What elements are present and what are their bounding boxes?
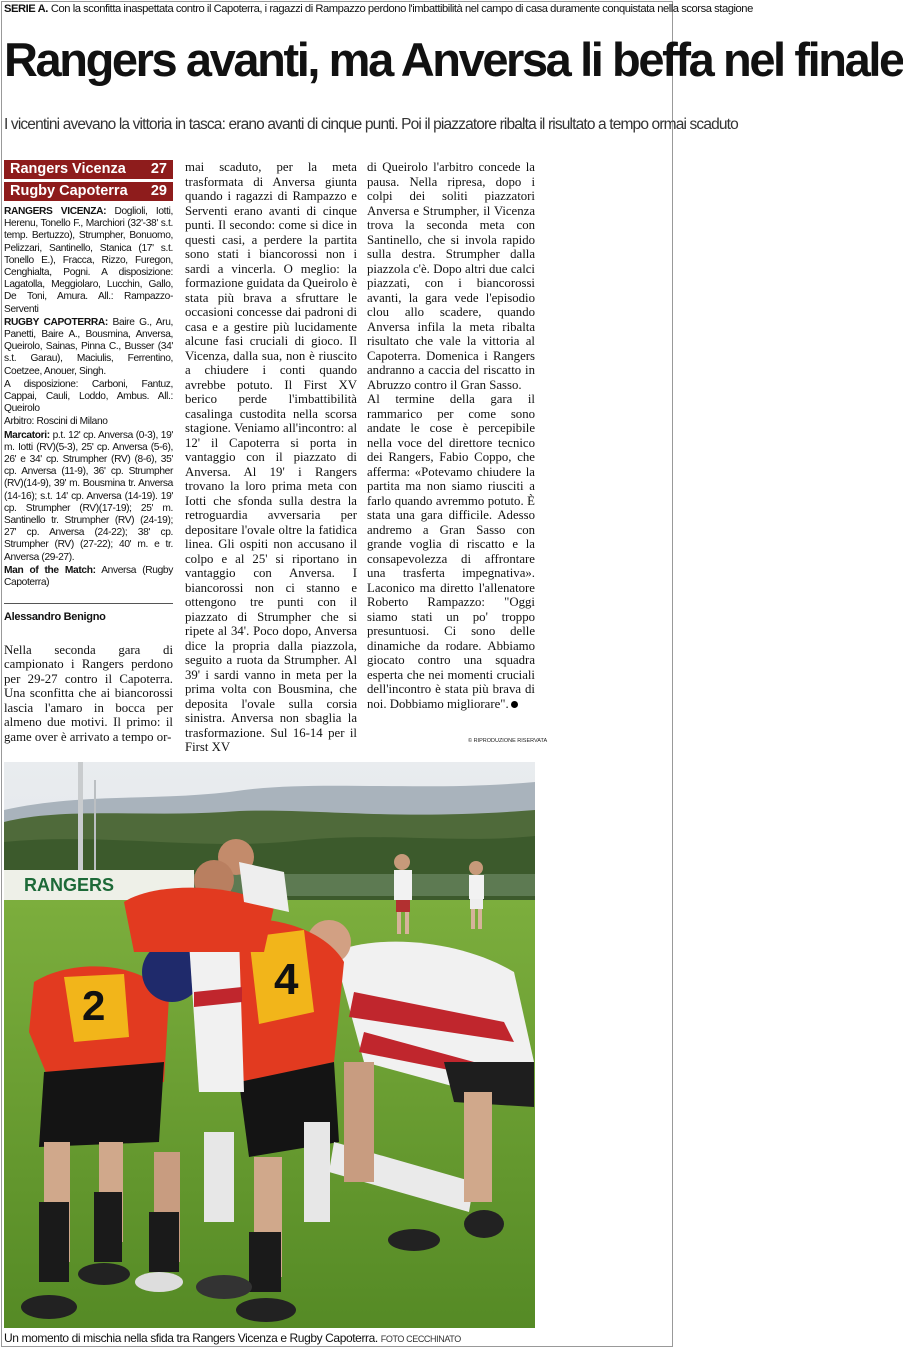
rangers-label: RANGERS VICENZA: — [4, 206, 107, 217]
away-team-name: Rugby Capoterra — [10, 183, 128, 200]
match-report — [4, 206, 173, 589]
man-of-the-match — [4, 565, 173, 589]
section-label: SERIE A. — [4, 3, 48, 15]
motm-text: Anversa (Rugby Capoterra) — [4, 564, 173, 589]
capoterra-label: RUGBY CAPOTERRA: — [4, 316, 108, 328]
subheadline: I vicentini avevano la vittoria in tasca: erano avanti di cinque punti. Poi il piazzatore ribalta il risultato a tempo ormai scaduto — [4, 116, 738, 133]
body-col3b — [367, 392, 535, 711]
bench: A disposizione: Carboni, Fantuz, Cappai, Cauli, Loddo, Ambus. All.: Queirolo — [4, 378, 173, 415]
end-mark-icon — [511, 701, 518, 708]
home-team-name: Rangers Vicenza — [10, 161, 126, 178]
scrum-photo-illustration — [4, 762, 535, 1328]
referee: Arbitro: Roscini di Milano — [4, 416, 108, 428]
caption-text: Un momento di mischia nella sfida tra Rangers Vicenza e Rugby Capoterra. — [4, 1331, 378, 1345]
motm-label: Man of the Match: — [4, 564, 96, 576]
scorers-text: p.t. 12' cp. Anversa (0-3), 19' m. Iotti (RV)(5-3), 25' cp. Anversa (5-6), 26' e 34' cp. Strumpher (RV) (8-6), 35' cp. Anversa (11-9), 36' cp. Strumpher (RV)(14-9), 39' m. Bousmina tr. Anversa (14-16); s.t. 14' cp. Anversa (14-19). 19' cp. Strumpher (RV)(17-19); 25' m. Santinello tr. Strumpher (RV) (24-19); 27' cp. Anversa (24-22); 38' cp. Strumpher (RV) (27-22); 40' m. e tr. Anversa (29-27). — [4, 429, 173, 563]
body-col3a: di Queirolo l'arbitro concede la pausa. Nella ripresa, dopo i colpi dei soliti piazzatori Anversa e Strumpher, il Vicenza trova la seconda meta con Santinello, che si invola rapido sulla destra. Strumpher dalla piazzola c'è. Dopo altri due calci piazzati, con i biancorossi avanti, la gara vede l'episodio clou allo scadere, quando Anversa infila la meta ribalta risultato che vale la vittoria al Capoterra. Domenica i Rangers andranno a caccia del riscatto in Abruzzo contro il Gran Sasso. — [367, 160, 535, 392]
headline: Rangers avanti, ma Anversa li beffa nel finale — [4, 33, 903, 86]
score-away — [4, 182, 173, 201]
scrum-photo — [4, 762, 535, 1328]
home-team-points: 27 — [150, 161, 167, 178]
kicker — [4, 3, 753, 15]
rangers-text: Doglioli, Iotti, Herenu, Tonello F., Marchiori (32'-38' s.t. temp. Bertuzzo), Strumpher, Bonuomo, Pelizzari, Santinello, Stanica (17' s.t. Tonello E.), Fracca, Rizzo, Furegon, Cenghialta, Pogni. A disposizione: Lagatolla, Meggiolaro, Lucchin, Gallo, De Toni, Amura. All.: Rampazzo-Serventi — [4, 206, 174, 315]
banner-text: RANGERS — [24, 875, 115, 895]
column-2 — [185, 160, 357, 755]
body-col2: mai scaduto, per la meta trasformata di Anversa giunta quando i ragazzi di Rampazzo e Serventi erano avanti di cinque punti. Il secondo: come si dice in questi casi, a perdere la partita sono stati i biancorossi non i sardi a vincerla. O meglio: la formazione guidata da Queirolo è stata più brava a sfruttare le occasioni concesse dai padroni di casa e a gestire più lucidamente alcune fasi cruciali di gioco. Il Vicenza, dalla sua, non è riuscito a chiudere i conti quando avrebbe potuto. Il First XV berico perde l'imbattibilità casalinga custodita nella scorsa stagione. Veniamo all'incontro: al 12' il Capoterra si porta in vantaggio con il piazzato di Anversa. Al 19' i Rangers trovano la loro prima meta con Iotti che sfonda sulla destra la retroguardia avversaria per depositare l'ovale oltre la fatidica linea. Gli ospiti non accusano il colpo e al 25' si riportano in vantaggio con Anversa. I biancorossi non ci stanno e ottengono tre punti con il piazzato di Strumpher che si ripete al 34'. Poco dopo, Anversa dice la propria dalla piazzola, seguito a ruota da Strumpher. Al 39' i sardi vanno in meta per la prima volta con Bousmina, che deposita l'ovale sulla corsia sinistra. Anversa non sbaglia la trasformazione. Sul 16-14 per il First XV — [185, 160, 357, 754]
body-col1: Nella seconda gara di campionato i Rangers perdono per 29-27 contro il Capoterra. Una sconfitta che ai biancorossi lascia l'amaro in bocca per almeno due motivi. Il primo: il game over è arrivato a tempo or- — [4, 642, 173, 744]
column-1 — [4, 160, 173, 744]
photo-credit: FOTO CECCHINATO — [380, 1334, 461, 1344]
copyright: © RIPRODUZIONE RISERVATA — [468, 738, 548, 744]
column-3 — [367, 160, 535, 711]
capoterra-lineup — [4, 317, 173, 378]
divider — [4, 603, 173, 604]
author: Alessandro Benigno — [4, 611, 106, 624]
body-col3b-text: Al termine della gara il rammarico per come sono andate le cose è percepibile nella voce del direttore tecnico dei Rangers, Fabio Coppo, che afferma: «Potevamo chiudere la partita ma non siamo riusciti a farlo quando avremmo potuto. È stata una gara difficile. Adesso andremo a Gran Sasso con grande voglia di riscatto e la consapevolezza di affrontare una trasferta impegnativa». Laconico ma diretto l'allenatore Roberto Rampazzo: "Oggi siamo stati un po' troppo presuntuosi. Ci sono delle dinamiche da rodare. Abbiamo giocato contro una squadra esperta che nei momenti cruciali dell'incontro è stata più brava di noi. Dobbiamo migliorare". — [367, 392, 535, 711]
kicker-text: Con la sconfitta inaspettata contro il Capoterra, i ragazzi di Rampazzo perdono l'imbattibilità nel campo di casa duramente conquistata nella scorsa stagione — [50, 3, 753, 15]
jersey-number-2: 4 — [274, 955, 299, 1004]
photo-caption — [4, 1331, 461, 1345]
scorers-label: Marcatori: — [4, 429, 50, 441]
jersey-number-1: 2 — [82, 982, 106, 1029]
capoterra-text: Baire G., Aru, Panetti, Baire A., Bousmina, Anversa, Queirolo, Sainas, Pinna C., Busser (34' s.t. Garau), Maciulis, Ferrentino, Coetzee, Anouer, Singh. — [4, 316, 173, 377]
away-team-points: 29 — [150, 183, 167, 200]
score-home — [4, 160, 173, 179]
rangers-lineup — [4, 206, 173, 316]
scorers — [4, 430, 173, 564]
